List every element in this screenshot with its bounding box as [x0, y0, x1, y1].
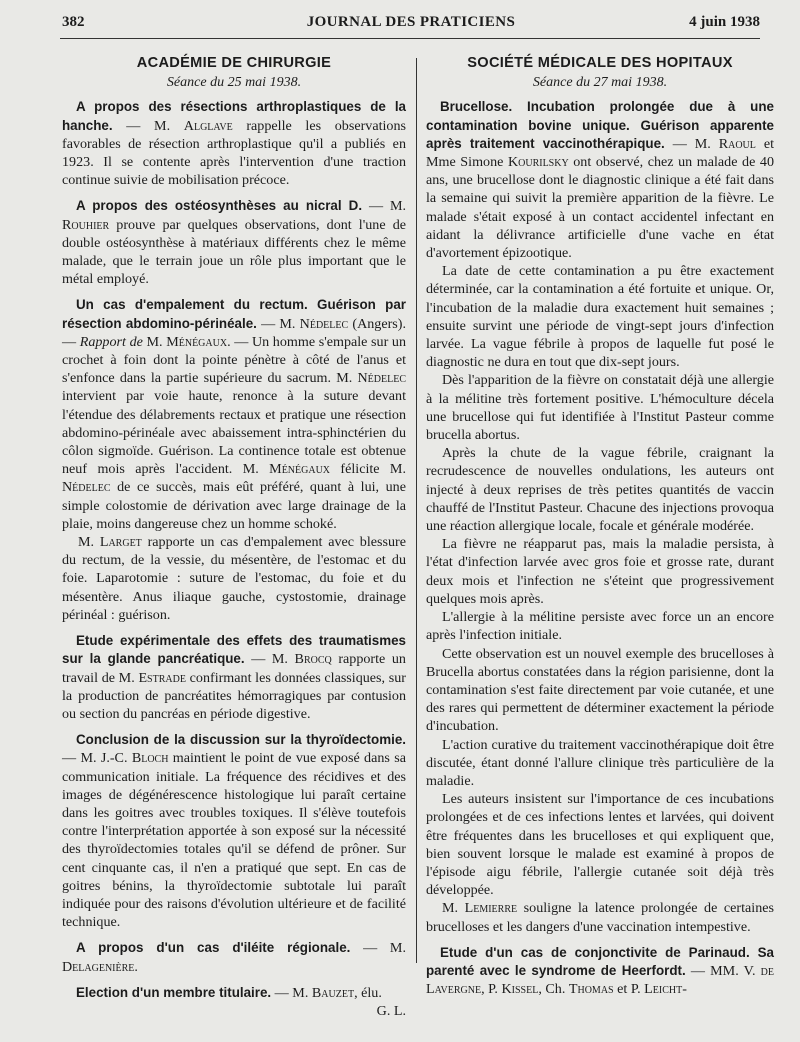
body-paragraph: L'allergie à la mélitine persiste avec force un an encore après l'infection initiale.: [426, 609, 774, 644]
item-heading: Election d'un membre titulaire.: [76, 984, 272, 1000]
rapport-label: Rapport de: [79, 333, 143, 350]
item-heading: Etude expérimentale des effets des traumatismes sur la glande pancréatique.: [62, 633, 406, 667]
item-heading: Un cas d'empalement du rectum. Guérison par résection abdomino-périnéale.: [62, 297, 406, 331]
author-signature: G. L.: [376, 1002, 406, 1019]
journal-title: JOURNAL DES PRATICIENS: [306, 14, 516, 30]
paragraph-larget: M. Larget rapporte un cas d'empalement avec blessure du rectum, de la vessie, du mésentère, de l'estomac et du foie. Laparotomie : suture de l'estomac, du foie et du mésentère. Anus iliaque gauche, cystostomie, drainage périnéal : guérison.: [62, 534, 406, 623]
item-brucellose: Brucellose. Incubation prolongée due à une contamination bovine unique. Guérison apparente après traitement vaccinothérapique. — M. Raoul et Mme Simone Kourilsky ont observé, chez un malade de 40 ans, une brucellose dont le diagnostic clinique a été fait dans la semaine qui suivit la première apparition de la fièvre. Le malade s'était exposé à un contact accidentel infectant en aidant la délivrance artificielle d'une vache en état d'avortement épizootique.: [426, 99, 774, 262]
author-name: Ménégaux: [269, 461, 331, 478]
column-divider: [416, 58, 417, 963]
body-paragraph: Dès l'apparition de la fièvre on constatait déjà une allergie à la mélitine très fortement positive. L'hémoculture décela une brucellose qui fut identifiée à l'Institut Pasteur comme brucella abortus.: [426, 372, 774, 444]
running-head: [62, 14, 760, 36]
right-column: [426, 54, 774, 998]
item-resections: A propos des résections arthroplastiques de la hanche. — M. Alglave rappelle les observations favorables de résection arthroplastique qu'il a publiés en 1923. Il se contente après l'intervention d'une traction continue suivie de mobilisation précoce.: [62, 99, 406, 189]
body-paragraph: Après la chute de la vague fébrile, craignant la recrudescence de nouvelles ondulations, les auteurs ont injecté à deux reprises de très petites quantités de vaccin chauffé de l'Institut Pasteur. Chacune des injections provoqua une réaction allergique locale, focale et générale modérée.: [426, 445, 774, 535]
item-osteosyntheses: A propos des ostéosynthèses au nicral D. — M. Rouhier prouve par quelques observations, dont l'une de double ostéosynthèse à matériaux différents chez le même malade, que le terrain joue un rôle plus important que le métal employé.: [62, 198, 406, 288]
body-paragraph: La date de cette contamination a pu être exactement déterminée, car la contamination a été fortuite et unique. Or, l'incubation de la maladie dura exactement huit semaines ; ensuite survint une période de vingt-sept jours d'infection larvée. La vague fébrile à propos de laquelle fut posé le diagnostic ne dura en tout que dix-sept jours.: [426, 263, 774, 371]
item-thyroidectomie: Conclusion de la discussion sur la thyroïdectomie. — M. J.-C. Bloch maintient le point de vue exposé dans sa communication initiale. La fréquence des récidives et des images de dégénérescence histologique lui paraît certaine dans les goitres avec troubles toxiques. Il s'élève toutefois contre l'interprétation apportée à son exposé sur la nécessité des thyroïdectomies totales qu'il se défend de prôner. Sur cent cinquante cas, il n'en a pratiqué que sept. En cas de goitres bénins, la thyroïdectomie subtotale lui paraît indiquée pour des raisons d'évolution ultérieure et de facilité technique.: [62, 732, 406, 931]
item-heading: A propos des résections arthroplastiques de la hanche.: [62, 99, 406, 133]
session-date-right: Séance du 27 mai 1938.: [532, 75, 668, 91]
header-rule: [60, 38, 760, 39]
item-election: Election d'un membre titulaire. — M. Bauzet, élu. G. L.: [76, 984, 406, 1019]
author-name: Thomas: [568, 981, 614, 998]
item-pancreas: Etude expérimentale des effets des traumatismes sur la glande pancréatique. — M. Brocq rapporte un travail de M. Estrade confirmant les données classiques, sur la production de pancréatites hémorragiques par contusion ou section du pancréas en période digestive.: [62, 633, 406, 722]
section-title-societe: SOCIÉTÉ MÉDICALE DES HOPITAUX: [467, 55, 733, 71]
body-paragraph: La fièvre ne réapparut pas, mais la maladie persista, à l'état d'infection larvée avec gros foie et grosse rate, durant deux mois et l'infection ne s'éteint que progressivement quelques mois après.: [426, 536, 774, 607]
author-name: Raoul: [718, 135, 756, 152]
item-heading: Brucellose. Incubation prolongée due à une contamination bovine unique. Guérison apparente après traitement vaccinothérapique.: [426, 99, 774, 151]
body-paragraph: L'action curative du traitement vaccinothérapique doit être discutée, étant donné l'allure clinique très particulière de la maladie.: [426, 736, 774, 789]
item-ileite: A propos d'un cas d'iléite régionale. — M. Delagenière.: [62, 940, 406, 975]
session-date-left: Séance du 25 mai 1938.: [166, 75, 302, 91]
body-paragraph: Cette observation est un nouvel exemple des brucelloses à Brucella abortus constatées dans la région parisienne, dont la contamination s'est faite directement par voie cutanée, et une des rares qui permettent de déterminer exactement la période d'incubation.: [426, 645, 774, 735]
author-name: Nédelec: [62, 479, 111, 496]
page-number: 382: [62, 14, 85, 30]
author-name: Estrade: [138, 669, 186, 686]
item-heading: A propos d'un cas d'iléite régionale.: [76, 940, 351, 956]
item-heading: Conclusion de la discussion sur la thyroïdectomie.: [76, 732, 406, 748]
author-name: Brocq: [294, 651, 332, 668]
author-name: Nédelec: [299, 315, 349, 332]
paragraph-lemierre: M. Lemierre souligne la latence prolongée de certaines brucelloses et les dangers d'une vaccination intempestive.: [426, 900, 774, 935]
author-name: Ménégaux: [166, 333, 228, 350]
author-name: Delagenière: [62, 958, 135, 975]
author-name: Rouhier: [62, 216, 110, 233]
author-name: Larget: [99, 534, 142, 551]
author-name: Nédelec: [357, 370, 406, 387]
author-name: Leicht-: [644, 981, 687, 998]
body-paragraph: Les auteurs insistent sur l'importance de ces incubations prolongées et de ces infections lentes et larvées, qui doivent être fréquentes dans les brucelloses et qui expliquent que, bien souvent lorsque le malade est examiné à propos de l'épisode aigu fébrile, l'allergie cutanée soit déjà très développée.: [426, 791, 774, 899]
item-parinaud: Etude d'un cas de conjonctivite de Parinaud. Sa parenté avec le syndrome de Heerfordt. — MM. V. de Lavergne, P. Kissel, Ch. Thomas et P. Leicht-: [426, 944, 775, 998]
item-heading: A propos des ostéosynthèses au nicral D.: [76, 198, 363, 214]
author-name: de Lavergne: [426, 962, 775, 998]
item-empalement: Un cas d'empalement du rectum. Guérison par résection abdomino-périnéale. — M. Nédelec (Angers). — Rapport de M. Ménégaux. — Un homme s'empale sur un crochet à foin dont la pointe pénètre à côté de l'anus et s'enfonce dans la partie supérieure du sacrum. M. Nédelec intervient par voie haute, renonce à la suture devant l'étendue des délabrements rectaux et pratique une résection abdomino-périnéale avec abaissement intra-sphinctérien du côlon sigmoïde. Guérison. La continence totale est obtenue neuf mois après l'accident. M. Ménégaux félicite M. Nédelec de ce succès, mais eût préféré, quant à lui, une simple colostomie de dérivation avec large drainage de la plaie, moins dangereuse chez un homme schoké.: [62, 297, 407, 532]
author-name: Lemierre: [464, 900, 518, 917]
author-name: Bauzet: [311, 984, 355, 1001]
issue-date: 4 juin 1938: [689, 14, 760, 30]
author-name: Kissel: [501, 981, 539, 998]
left-column: [62, 54, 406, 1020]
author-name: Bloch: [131, 750, 169, 767]
section-title-academie: ACADÉMIE DE CHIRURGIE: [136, 55, 332, 71]
author-name: Alglave: [183, 117, 233, 134]
author-name: Kourilsky: [507, 154, 569, 171]
item-heading: Etude d'un cas de conjonctivite de Parinaud. Sa parenté avec le syndrome de Heerfordt.: [426, 944, 774, 978]
